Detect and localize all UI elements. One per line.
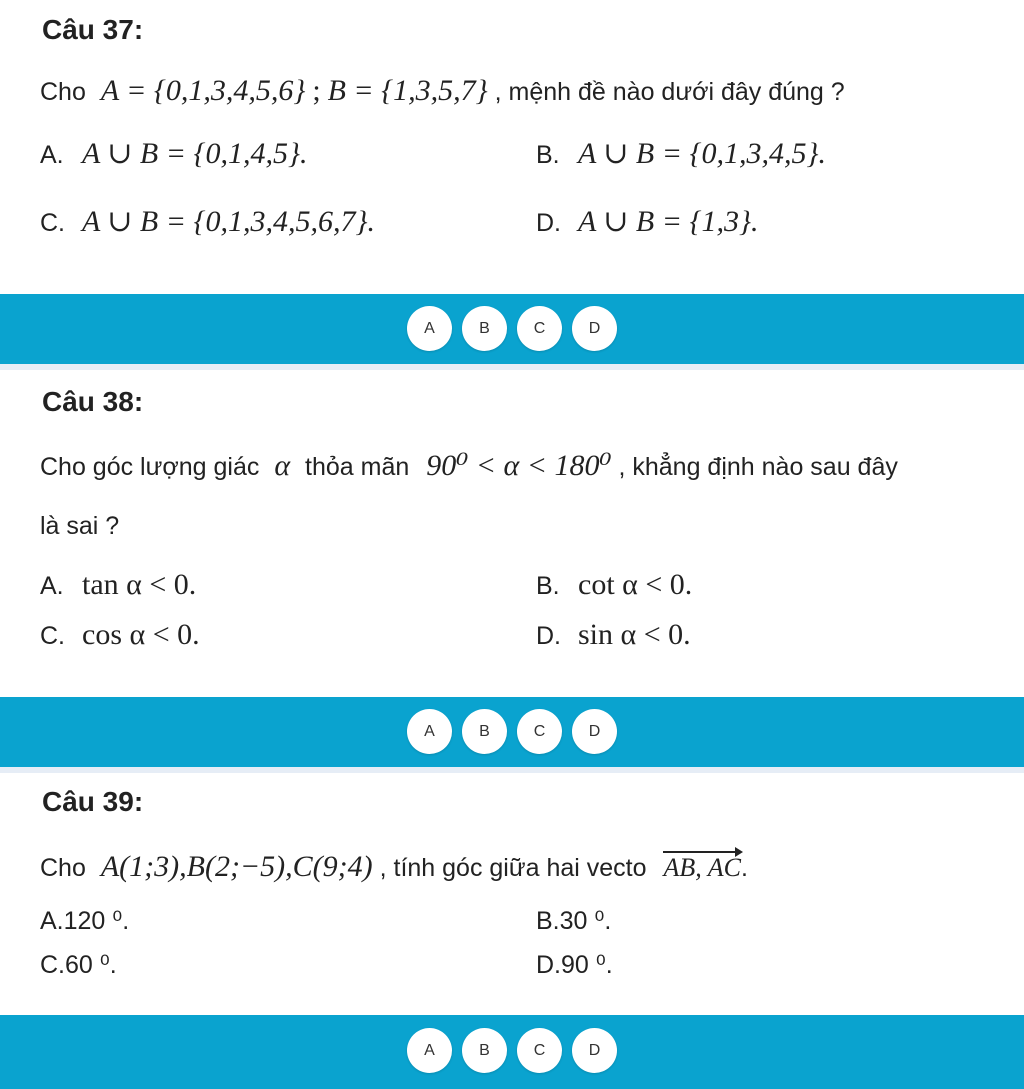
option-label: C. xyxy=(40,622,65,650)
question-39-points: A(1;3),B(2;−5),C(9;4) xyxy=(100,850,373,883)
option-expression: tan α < 0. xyxy=(82,568,197,601)
answer-d-button[interactable]: D xyxy=(572,1028,617,1073)
option-label: A. xyxy=(40,572,64,600)
question-38-option-b xyxy=(536,568,692,602)
option-value: 30 ⁰. xyxy=(559,907,612,935)
answer-b-button[interactable]: B xyxy=(462,306,507,351)
question-38-alpha: α xyxy=(274,449,291,482)
answer-c-button[interactable]: C xyxy=(517,709,562,754)
question-37-option-b xyxy=(536,136,826,171)
option-label: D. xyxy=(536,622,561,650)
question-39-title: Câu 39: xyxy=(42,786,144,817)
option-value: 120 ⁰. xyxy=(63,907,130,935)
option-label: B. xyxy=(536,141,560,169)
question-37-option-c xyxy=(40,204,375,239)
divider xyxy=(0,767,1024,773)
option-label: B. xyxy=(536,572,560,600)
answer-b-button[interactable]: B xyxy=(462,709,507,754)
option-expression: A ∪ B = {0,1,4,5}. xyxy=(82,137,308,170)
question-39-option-c xyxy=(40,950,117,980)
question-37-option-a xyxy=(40,136,307,171)
question-37-separator: ; xyxy=(312,74,321,107)
option-expression: cos α < 0. xyxy=(82,618,200,651)
question-38-title: Câu 38: xyxy=(42,386,144,417)
answer-c-button[interactable]: C xyxy=(517,306,562,351)
option-label: A. xyxy=(40,907,64,935)
answer-buttons-38 xyxy=(0,709,1024,754)
question-39-option-b xyxy=(536,906,611,936)
answer-b-button[interactable]: B xyxy=(462,1028,507,1073)
answer-a-button[interactable]: A xyxy=(407,1028,452,1073)
question-39-option-d xyxy=(536,950,613,980)
question-38-option-d xyxy=(536,618,691,652)
question-37-option-d xyxy=(536,204,758,239)
option-value: 60 ⁰. xyxy=(65,951,117,979)
answer-a-button[interactable]: A xyxy=(407,306,452,351)
option-label: C. xyxy=(40,951,65,979)
question-38-option-a xyxy=(40,568,196,602)
divider xyxy=(0,364,1024,370)
answer-d-button[interactable]: D xyxy=(572,709,617,754)
question-38-text-mid: thỏa mãn xyxy=(305,453,410,481)
question-38-text-after: , khẳng định nào sau đây xyxy=(618,453,898,481)
option-label: D. xyxy=(536,209,561,237)
question-39-vectors: AB, AC xyxy=(663,853,741,882)
option-expression: A ∪ B = {0,1,3,4,5}. xyxy=(578,137,826,170)
question-37-title: Câu 37: xyxy=(42,14,144,45)
option-expression: sin α < 0. xyxy=(578,618,691,651)
question-37-set-b: B = {1,3,5,7} xyxy=(327,74,488,107)
answer-a-button[interactable]: A xyxy=(407,709,452,754)
option-value: 90 ⁰. xyxy=(561,951,613,979)
answer-d-button[interactable]: D xyxy=(572,306,617,351)
answer-c-button[interactable]: C xyxy=(517,1028,562,1073)
question-39-option-a xyxy=(40,906,129,936)
option-label: A. xyxy=(40,141,64,169)
question-39-text: , tính góc giữa hai vecto xyxy=(379,854,647,882)
question-38-text-before: Cho góc lượng giác xyxy=(40,453,260,481)
question-37-text: , mệnh đề nào dưới đây đúng ? xyxy=(494,78,845,106)
option-label: C. xyxy=(40,209,65,237)
question-38-line2: là sai ? xyxy=(40,512,120,540)
question-39-end-dot: . xyxy=(741,854,748,882)
option-label: B. xyxy=(536,907,560,935)
question-38-option-c xyxy=(40,618,200,652)
question-37-stem xyxy=(40,74,845,108)
question-38-condition: 90⁰ < α < 180⁰ xyxy=(426,449,612,482)
question-37-cho: Cho xyxy=(40,78,86,106)
question-38-stem xyxy=(40,448,898,483)
question-39-stem xyxy=(40,850,748,884)
option-expression: A ∪ B = {1,3}. xyxy=(578,205,759,238)
question-39-cho: Cho xyxy=(40,854,86,882)
question-37-set-a: A = {0,1,3,4,5,6} xyxy=(100,74,306,107)
answer-buttons-37 xyxy=(0,306,1024,351)
option-expression: A ∪ B = {0,1,3,4,5,6,7}. xyxy=(82,205,375,238)
answer-buttons-39 xyxy=(0,1028,1024,1073)
option-label: D. xyxy=(536,951,561,979)
option-expression: cot α < 0. xyxy=(578,568,693,601)
